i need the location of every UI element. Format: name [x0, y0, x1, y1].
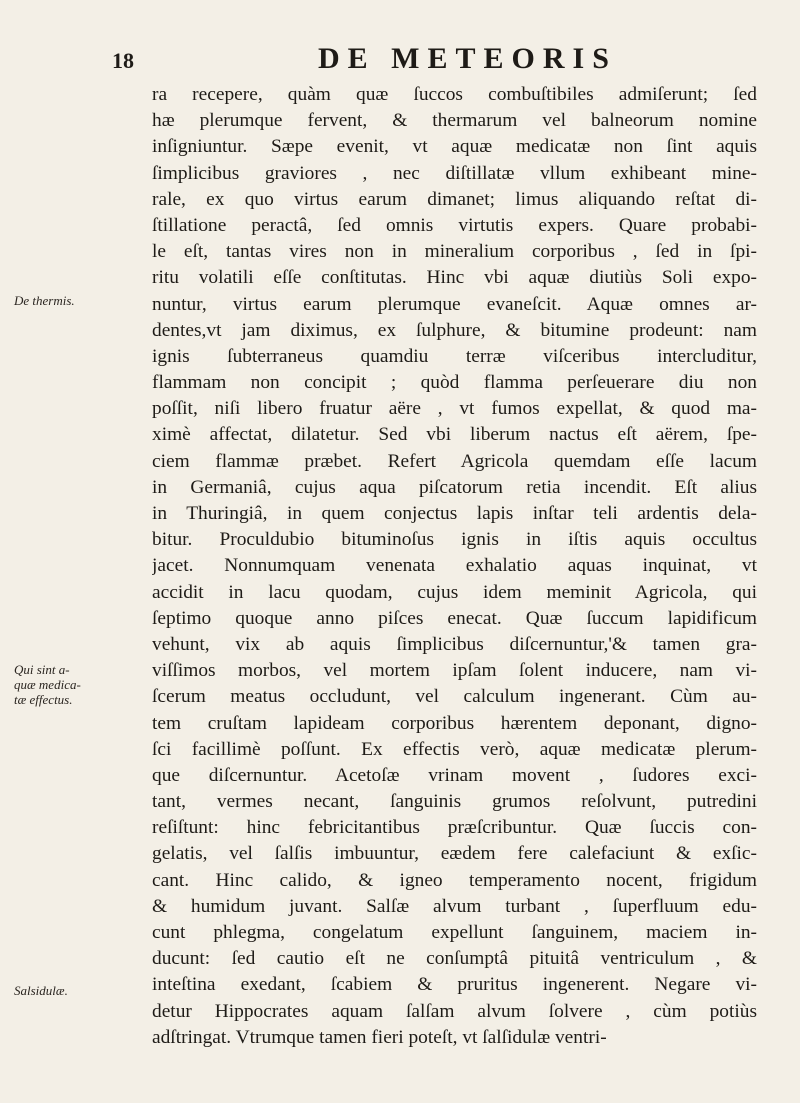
- text-line: vehunt, vix ab aquis ſimplicibus diſcernuntur,'& tamen gra-: [152, 633, 757, 655]
- text-line: ſtillatione peractâ, ſed omnis virtutis expers. Quare probabi-: [152, 214, 757, 236]
- text-line: nuntur, virtus earum plerumque evaneſcit. Aquæ omnes ar-: [152, 293, 757, 315]
- text-line: ſci facillimè poſſunt. Ex effectis verò, aquæ medicatæ plerum-: [152, 738, 757, 760]
- text-line: jacet. Nonnumquam venenata exhalatio aquas inquinat, vt: [152, 555, 757, 577]
- text-line: gelatis, vel ſalſis imbuuntur, eædem fere calefaciunt & exſic-: [152, 843, 757, 865]
- text-line: ſimplicibus graviores , nec diſtillatæ vllum exhibeant mine-: [152, 162, 757, 184]
- text-line: reſiſtunt: hinc febricitantibus præſcribuntur. Quæ ſuccis con-: [152, 817, 757, 839]
- text-line: rale, ex quo virtus earum dimanet; limus aliquando reſtat di-: [152, 188, 757, 210]
- text-line: in Germaniâ, cujus aqua piſcatorum retia incendit. Eſt alius: [152, 476, 757, 498]
- text-line: inteſtina exedant, ſcabiem & pruritus ingenerent. Negare vi-: [152, 974, 757, 996]
- text-line: que diſcernuntur. Acetoſæ vrinam movent , ſudores exci-: [152, 764, 757, 786]
- text-line: cant. Hinc calido, & igneo temperamento nocent, frigidum: [152, 869, 757, 891]
- text-line: accidit in lacu quodam, cujus idem meminit Agricola, qui: [152, 581, 757, 603]
- text-line: ſcerum meatus occludunt, vel calculum ingenerant. Cùm au-: [152, 686, 757, 708]
- text-line: adſtringat. Vtrumque tamen fieri poteſt, vt ſalſidulæ ventri-: [152, 1026, 607, 1048]
- body-text: [152, 82, 757, 1051]
- text-line: viſſimos morbos, vel mortem ipſam ſolent inducere, nam vi-: [152, 660, 757, 682]
- text-line: inſigniuntur. Sæpe evenit, vt aquæ medicatæ non ſint aquis: [152, 136, 757, 158]
- text-line: le eſt, tantas vires non in mineralium corporibus , ſed in ſpi-: [152, 241, 757, 263]
- text-line: ſeptimo quoque anno piſces enecat. Quæ ſuccum lapidificum: [152, 607, 757, 629]
- page-header: [0, 42, 800, 82]
- page-number: 18: [112, 48, 134, 73]
- text-line: ximè affectat, dilatetur. Sed vbi liberum nactus eſt aërem, ſpe-: [152, 424, 757, 446]
- text-line: dentes,vt jam diximus, ex ſulphure, & bitumine prodeunt: nam: [152, 319, 757, 341]
- text-line: ra recepere, quàm quæ ſuccos combuſtibiles admiſerunt; ſed: [152, 84, 757, 105]
- text-line: ritu volatili eſſe conſtitutas. Hinc vbi aquæ diutiùs Soli expo-: [152, 267, 757, 289]
- text-line: detur Hippocrates aquam ſalſam alvum ſolvere , cùm potiùs: [152, 1000, 757, 1022]
- text-line: poſſit, niſi libero fruatur aëre , vt fumos expellat, & quod ma-: [152, 398, 757, 420]
- margin-note-salsidulae: Salsidulæ.: [14, 983, 68, 998]
- text-line: in Thuringiâ, in quem conjectus lapis inſtar teli ardentis dela-: [152, 503, 757, 524]
- text-line: ducunt: ſed cautio eſt ne conſumptâ pituitâ ventriculum , &: [152, 948, 757, 970]
- text-line: ignis ſubterraneus quamdiu terræ viſceribus intercluditur,: [152, 345, 757, 367]
- text-line: hæ plerumque fervent, & thermarum vel balneorum nomine: [152, 110, 757, 132]
- text-line: bitur. Proculdubio bituminoſus ignis in iſtis aquis occultus: [152, 529, 757, 551]
- margin-note-aquae-medicatae: Qui sint a- quæ medica- tæ effectus.: [14, 662, 81, 707]
- margin-note-thermis: De thermis.: [14, 293, 75, 308]
- text-line: ciem flammæ præbet. Refert Agricola quemdam eſſe lacum: [152, 450, 757, 472]
- text-line: cunt phlegma, congelatum expellunt ſanguinem, maciem in-: [152, 922, 757, 943]
- running-title: DE METEORIS: [318, 42, 617, 75]
- text-line: tant, vermes necant, ſanguinis grumos reſolvunt, putredini: [152, 791, 757, 813]
- text-line: & humidum juvant. Salſæ alvum turbant , ſuperfluum edu-: [152, 895, 757, 917]
- text-line: flammam non concipit ; quòd flamma perſeuerare diu non: [152, 372, 757, 394]
- text-line: tem cruſtam lapideam corporibus hærentem deponant, digno-: [152, 712, 757, 734]
